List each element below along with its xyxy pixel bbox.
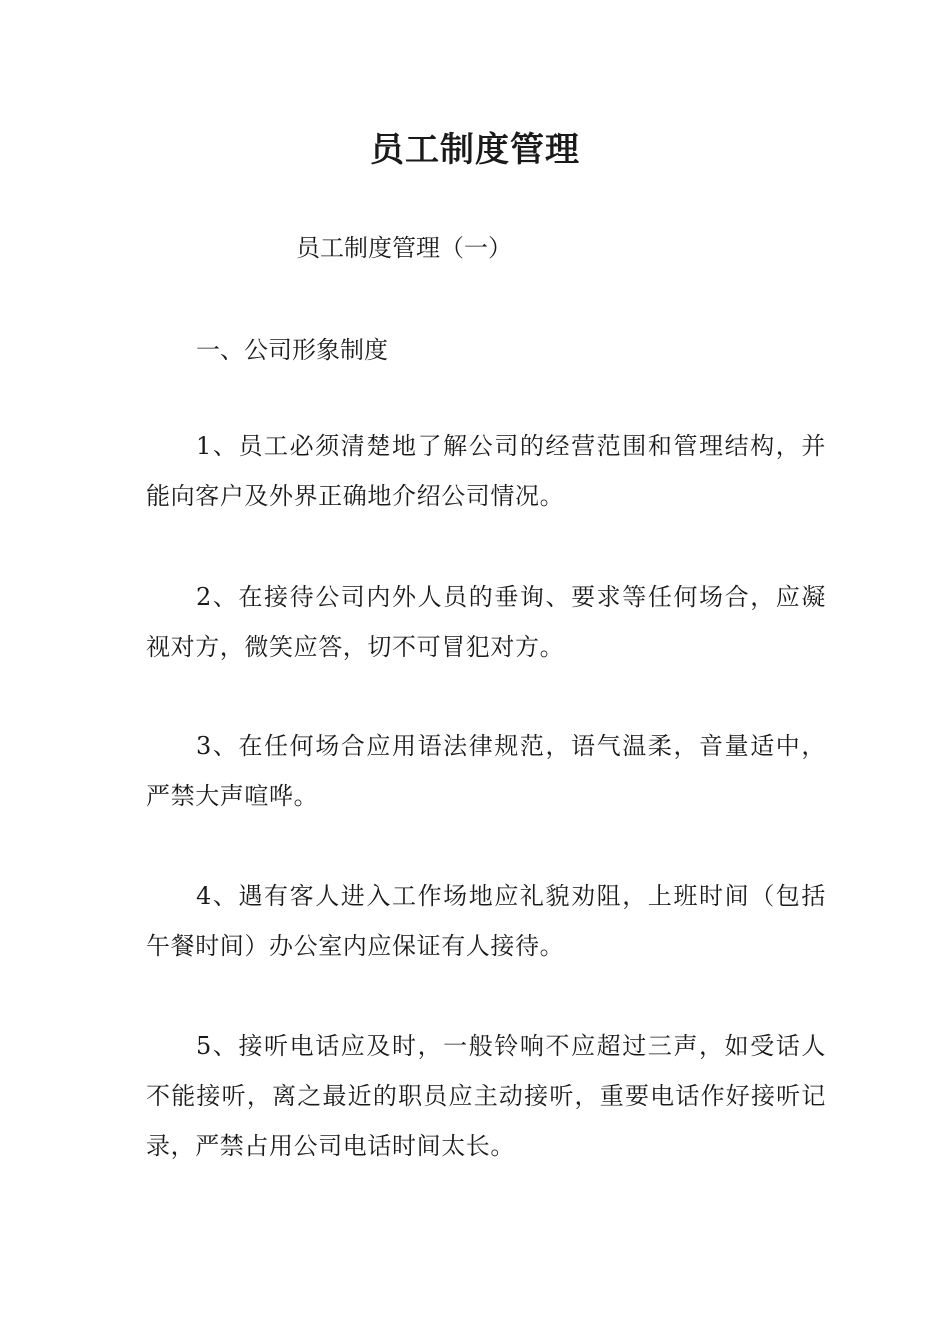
paragraph-1: 1、员工必须清楚地了解公司的经营范围和管理结构，并能向客户及外界正确地介绍公司情况。 bbox=[146, 432, 826, 510]
paragraph-5: 5、接听电话应及时，一般铃响不应超过三声，如受话人不能接听，离之最近的职员应主动接听，重要电话作好接听记录，严禁占用公司电话时间太长。 bbox=[146, 1032, 826, 1160]
document-subtitle: 员工制度管理（一） bbox=[296, 234, 512, 262]
document-title: 员工制度管理 bbox=[370, 130, 580, 170]
paragraph-3: 3、在任何场合应用语法律规范，语气温柔，音量适中，严禁大声喧哗。 bbox=[146, 732, 826, 810]
paragraph-2: 2、在接待公司内外人员的垂询、要求等任何场合，应凝视对方，微笑应答，切不可冒犯对方。 bbox=[146, 583, 826, 661]
paragraph-4: 4、遇有客人进入工作场地应礼貌劝阻，上班时间（包括午餐时间）办公室内应保证有人接待。 bbox=[146, 882, 826, 960]
section-heading: 一、公司形象制度 bbox=[196, 336, 388, 364]
